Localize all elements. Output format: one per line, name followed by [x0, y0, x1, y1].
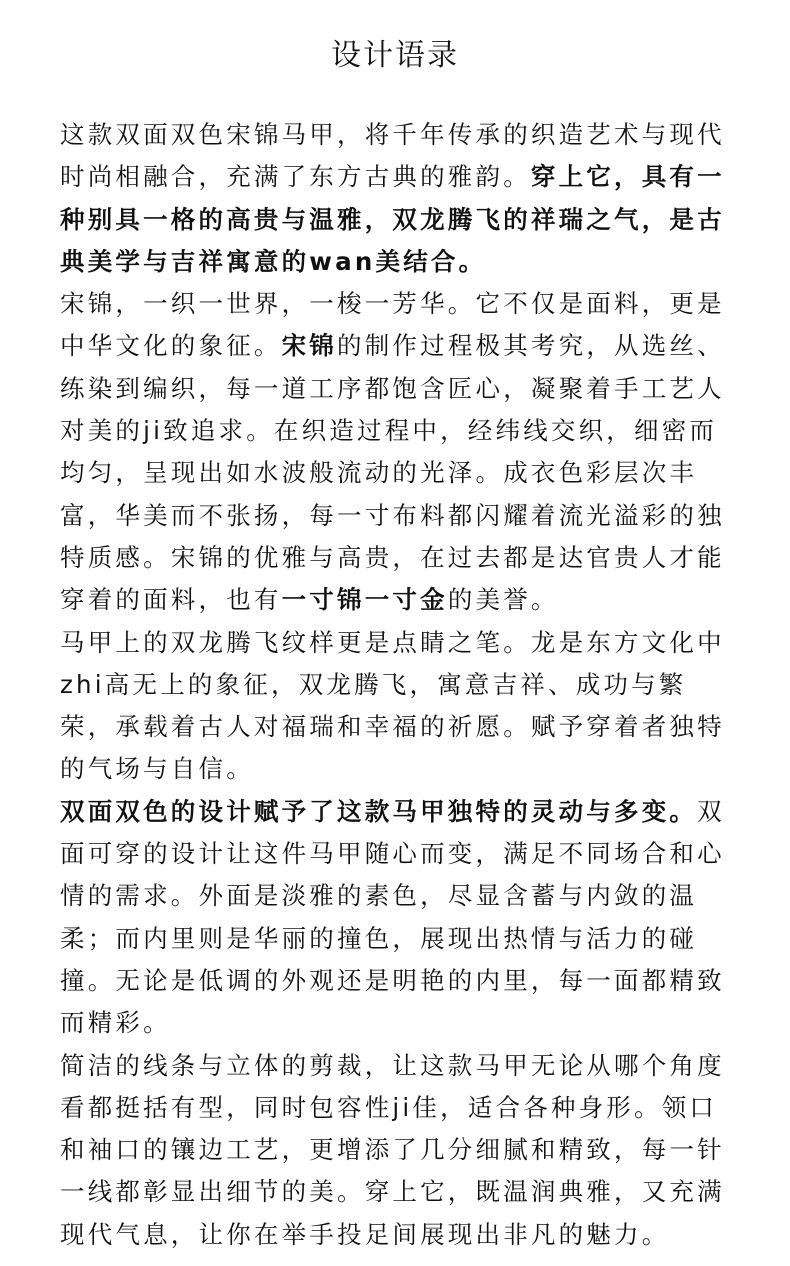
- text-run: 宋锦，一织一世界，一梭一芳华。它不仅是面料，更是中华文化的象征。: [60, 289, 725, 361]
- text-run: 马甲上的双龙腾飞纹样更是点睛之笔。龙是东方文化中zhi高无上的象征，双龙腾飞，寓意吉祥、成功与繁荣，承载着古人对福瑞和幸福的祈愿。赋予穿着者独特的气场与自信。: [60, 627, 725, 784]
- bold-text-run: 双面双色的设计赋予了这款马甲独特的灵动与多变。: [60, 796, 698, 826]
- paragraph: [60, 1045, 736, 1256]
- text-run: 简洁的线条与立体的剪裁，让这款马甲无论从哪个角度看都挺括有型，同时包容性ji佳，适合各种身形。领口和袖口的镶边工艺，更增添了几分细腻和精致，每一针一线都彰显出细节的美。穿上它，既温润典雅，又充满现代气息，让你在举手投足间展现出非凡的魅力。: [60, 1050, 725, 1249]
- bold-text-run: 穿上它，具有一种别具一格的高贵与温雅，双龙腾飞的祥瑞之气，是古典美学与吉祥寓意的wan美结合。: [60, 162, 725, 276]
- page-title: 设计语录: [331, 38, 459, 74]
- bold-text-run: 一寸锦一寸金: [281, 585, 448, 615]
- paragraph: [60, 114, 736, 283]
- paragraph: [60, 791, 736, 1045]
- text-run: 的美誉。: [447, 585, 559, 615]
- text-run: 这款双面双色宋锦马甲，将千年传承的织造艺术与现代时尚相融合，充满了东方古典的雅韵。: [60, 120, 725, 192]
- article-body: [60, 114, 736, 1256]
- text-run: 双面可穿的设计让这件马甲随心而变，满足不同场合和心情的需求。外面是淡雅的素色，尽显含蓄与内敛的温柔；而内里则是华丽的撞色，展现出热情与活力的碰撞。无论是低调的外观还是明艳的内里，每一面都精致而精彩。: [60, 796, 725, 1038]
- paragraph: [60, 622, 736, 791]
- text-run: 的制作过程极其考究，从选丝、练染到编织，每一道工序都饱含匠心，凝聚着手工艺人对美的ji致追求。在织造过程中，经纬线交织，细密而均匀，呈现出如水波般流动的光泽。成衣色彩层次丰富，华美而不张扬，每一寸布料都闪耀着流光溢彩的独特质感。宋锦的优雅与高贵，在过去都是达官贵人才能穿着的面料，也有: [60, 331, 725, 615]
- bold-text-run: 宋锦: [281, 331, 338, 361]
- paragraph: [60, 283, 736, 621]
